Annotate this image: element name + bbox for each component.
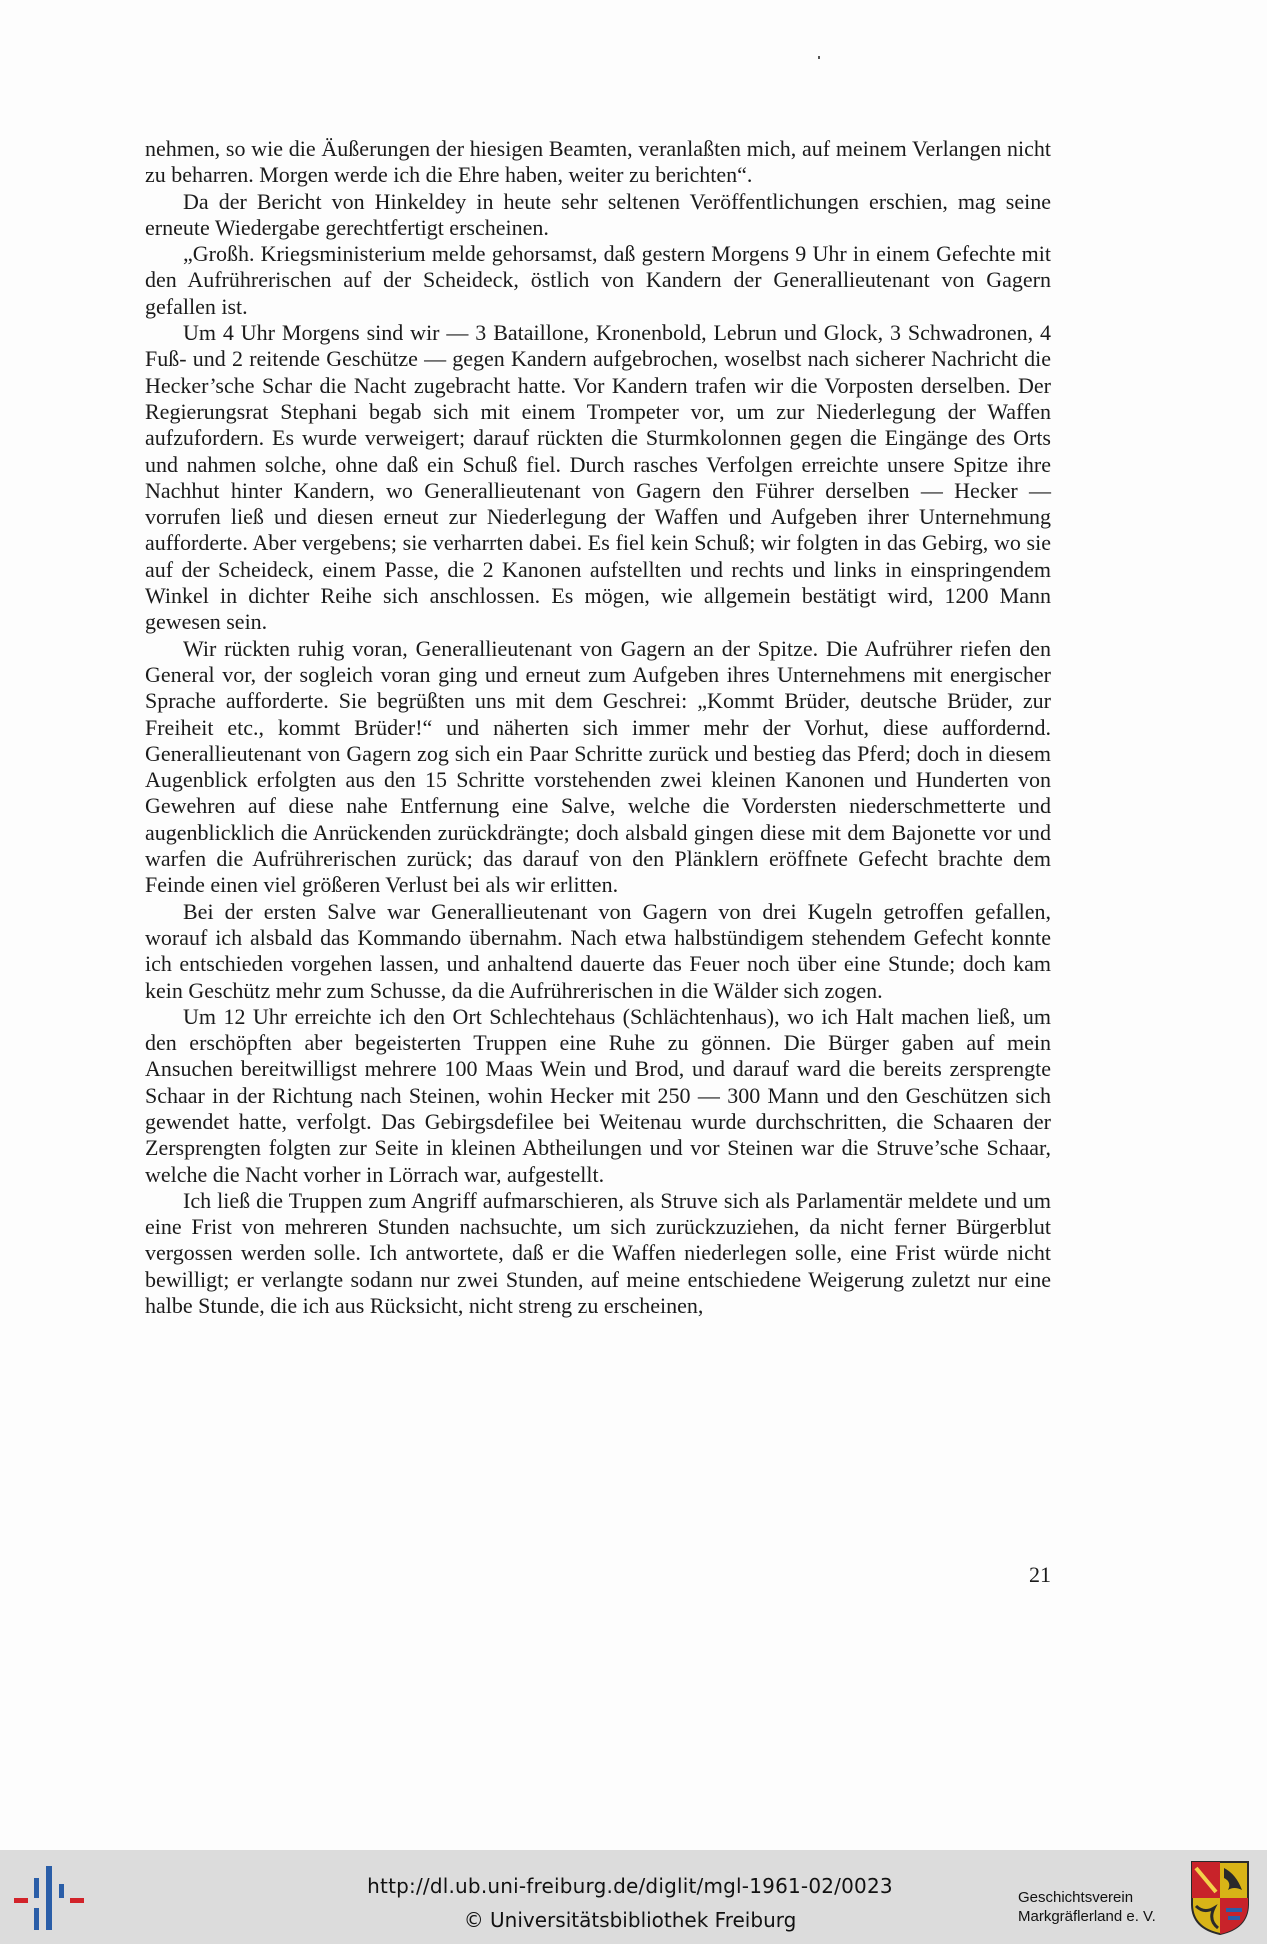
paragraph: Bei der ersten Salve war Generallieutenant von Gagern von drei Kugeln getroffen gefallen, worauf ich alsbald das Kommando übernahm. Nach etwa halbstündigem stehendem Gefecht konnte ich entschieden vorgehen lassen, und anhaltend dauerte das Feuer noch über eine Stunde; doch kam kein Geschütz mehr zum Schusse, da die Aufrührerischen in die Wälder sich zogen. — [145, 898, 1051, 1003]
society-name — [1018, 1888, 1188, 1926]
paragraph: Wir rückten ruhig voran, Generallieutenant von Gagern an der Spitze. Die Aufrührer riefen den General vor, der sogleich voran ging und erneut zum Aufgeben ihres Unternehmens mit energischer Sprache aufforderte. Sie begrüßten uns mit dem Geschrei: „Kommt Brüder, deutsche Brüder, zur Freiheit etc., kommt Brüder!“ und näherten sich immer mehr der Vorhut, diese auffordernd. Generallieutenant von Gagern zog sich ein Paar Schritte zurück und bestieg das Pferd; doch in diesem Augenblick erfolgten aus den 15 Schritte vorstehenden zwei kleinen Kanonen und Hunderten von Gewehren auf diese nahe Entfernung eine Salve, welche die Vordersten niederschmetterte und augenblicklich die Anrückenden zurückdrängte; doch alsbald gingen diese mit dem Bajonette vor und warfen die Aufrührerischen zurück; das darauf von den Plänklern eröffnete Gefecht brachte dem Feinde einen viel größeren Verlust bei als wir erlitten. — [145, 635, 1051, 898]
paragraph: Um 4 Uhr Morgens sind wir — 3 Bataillone, Kronenbold, Lebrun und Glock, 3 Schwadronen, 4 Fuß- und 2 reitende Geschütze — gegen Kandern aufgebrochen, woselbst nach sicherer Nachricht die Hecker’sche Schar die Nacht zugebracht hatte. Vor Kandern trafen wir die Vorposten derselben. Der Regierungsrat Stephani begab sich mit einem Trompeter vor, um zur Niederlegung der Waffen aufzufordern. Es wurde verweigert; darauf rückten die Sturmkolonnen gegen die Eingänge des Orts und nahmen solche, ohne daß ein Schuß fiel. Durch rasches Verfolgen erreichte unsere Spitze ihre Nachhut hinter Kandern, wo Generallieutenant von Gagern den Führer derselben — Hecker — vorrufen ließ und diesen erneut zur Niederlegung der Waffen und Aufgeben ihrer Unternehmung aufforderte. Aber vergebens; sie verharrten dabei. Es fiel kein Schuß; wir folgten in das Gebirg, wo sie auf der Scheideck, einem Passe, die 2 Kanonen aufstellten und rechts und links in einspringendem Winkel in dichter Reihe sich anschlossen. Es mögen, wie allgemein bestätigt wird, 1200 Mann gewesen sein. — [145, 320, 1051, 635]
paragraph: Um 12 Uhr erreichte ich den Ort Schlechtehaus (Schlächtenhaus), wo ich Halt machen ließ, um den erschöpften aber begeisterten Truppen eine Ruhe zu gönnen. Die Bürger gaben auf mein Ansuchen bereitwilligst mehrere 100 Maas Wein und Brod, und darauf ward die bereits zersprengte Schaar in der Richtung nach Steinen, wohin Hecker mit 250 — 300 Mann und den Geschützen sich gewendet hatte, verfolgt. Das Gebirgsdefilee bei Weitenau wurde durchschritten, die Schaaren der Zersprengten folgten zur Seite in kleinen Abtheilungen und vor Steinen war die Struve’sche Schaar, welche die Nacht vorher in Lörrach war, aufgestellt. — [145, 1003, 1051, 1187]
society-name-line: Geschichtsverein — [1018, 1889, 1134, 1906]
paragraph: nehmen, so wie die Äußerungen der hiesigen Beamten, veranlaßten mich, auf meinem Verlangen nicht zu beharren. Morgen werde ich die Ehre haben, weiter zu berichten“. — [145, 136, 1051, 188]
paragraph: Da der Bericht von Hinkeldey in heute sehr seltenen Veröffentlichungen erschien, mag seine erneute Wiedergabe gerechtfertigt erscheinen. — [145, 188, 1051, 240]
copyright-text: © Universitätsbibliothek Freiburg — [463, 1908, 797, 1932]
paragraph: „Großh. Kriegsministerium melde gehorsamst, daß gestern Morgens 9 Uhr in einem Gefechte mit den Aufrührerischen auf der Scheideck, östlich von Kandern der Generallieutenant von Gagern gefallen ist. — [145, 241, 1051, 319]
document-url-link[interactable]: http://dl.ub.uni-freiburg.de/diglit/mgl-1961-02/0023 — [367, 1874, 893, 1898]
paragraph: Ich ließ die Truppen zum Angriff aufmarschieren, als Struve sich als Parlamentär meldete und um eine Frist von mehreren Stunden nachsuchte, um sich zurückzuziehen, da nicht ferner Bürgerblut vergossen werden solle. Ich antwortete, daß er die Waffen niederlegen solle, eine Frist würde nicht bewilligt; er verlangte sodann nur zwei Stunden, auf meine entschiedene Weigerung zuletzt nur eine halbe Stunde, die ich aus Rücksicht, nicht streng zu erscheinen, — [145, 1187, 1051, 1319]
scan-speck — [818, 56, 820, 59]
ub-freiburg-logo-icon[interactable] — [14, 1864, 84, 1932]
page-number: 21 — [1029, 1562, 1051, 1587]
coat-of-arms-icon[interactable] — [1190, 1860, 1250, 1936]
society-name-line: Markgräflerland e. V. — [1018, 1908, 1156, 1925]
body-text — [145, 136, 1051, 1319]
viewer-footer — [0, 1850, 1267, 1944]
